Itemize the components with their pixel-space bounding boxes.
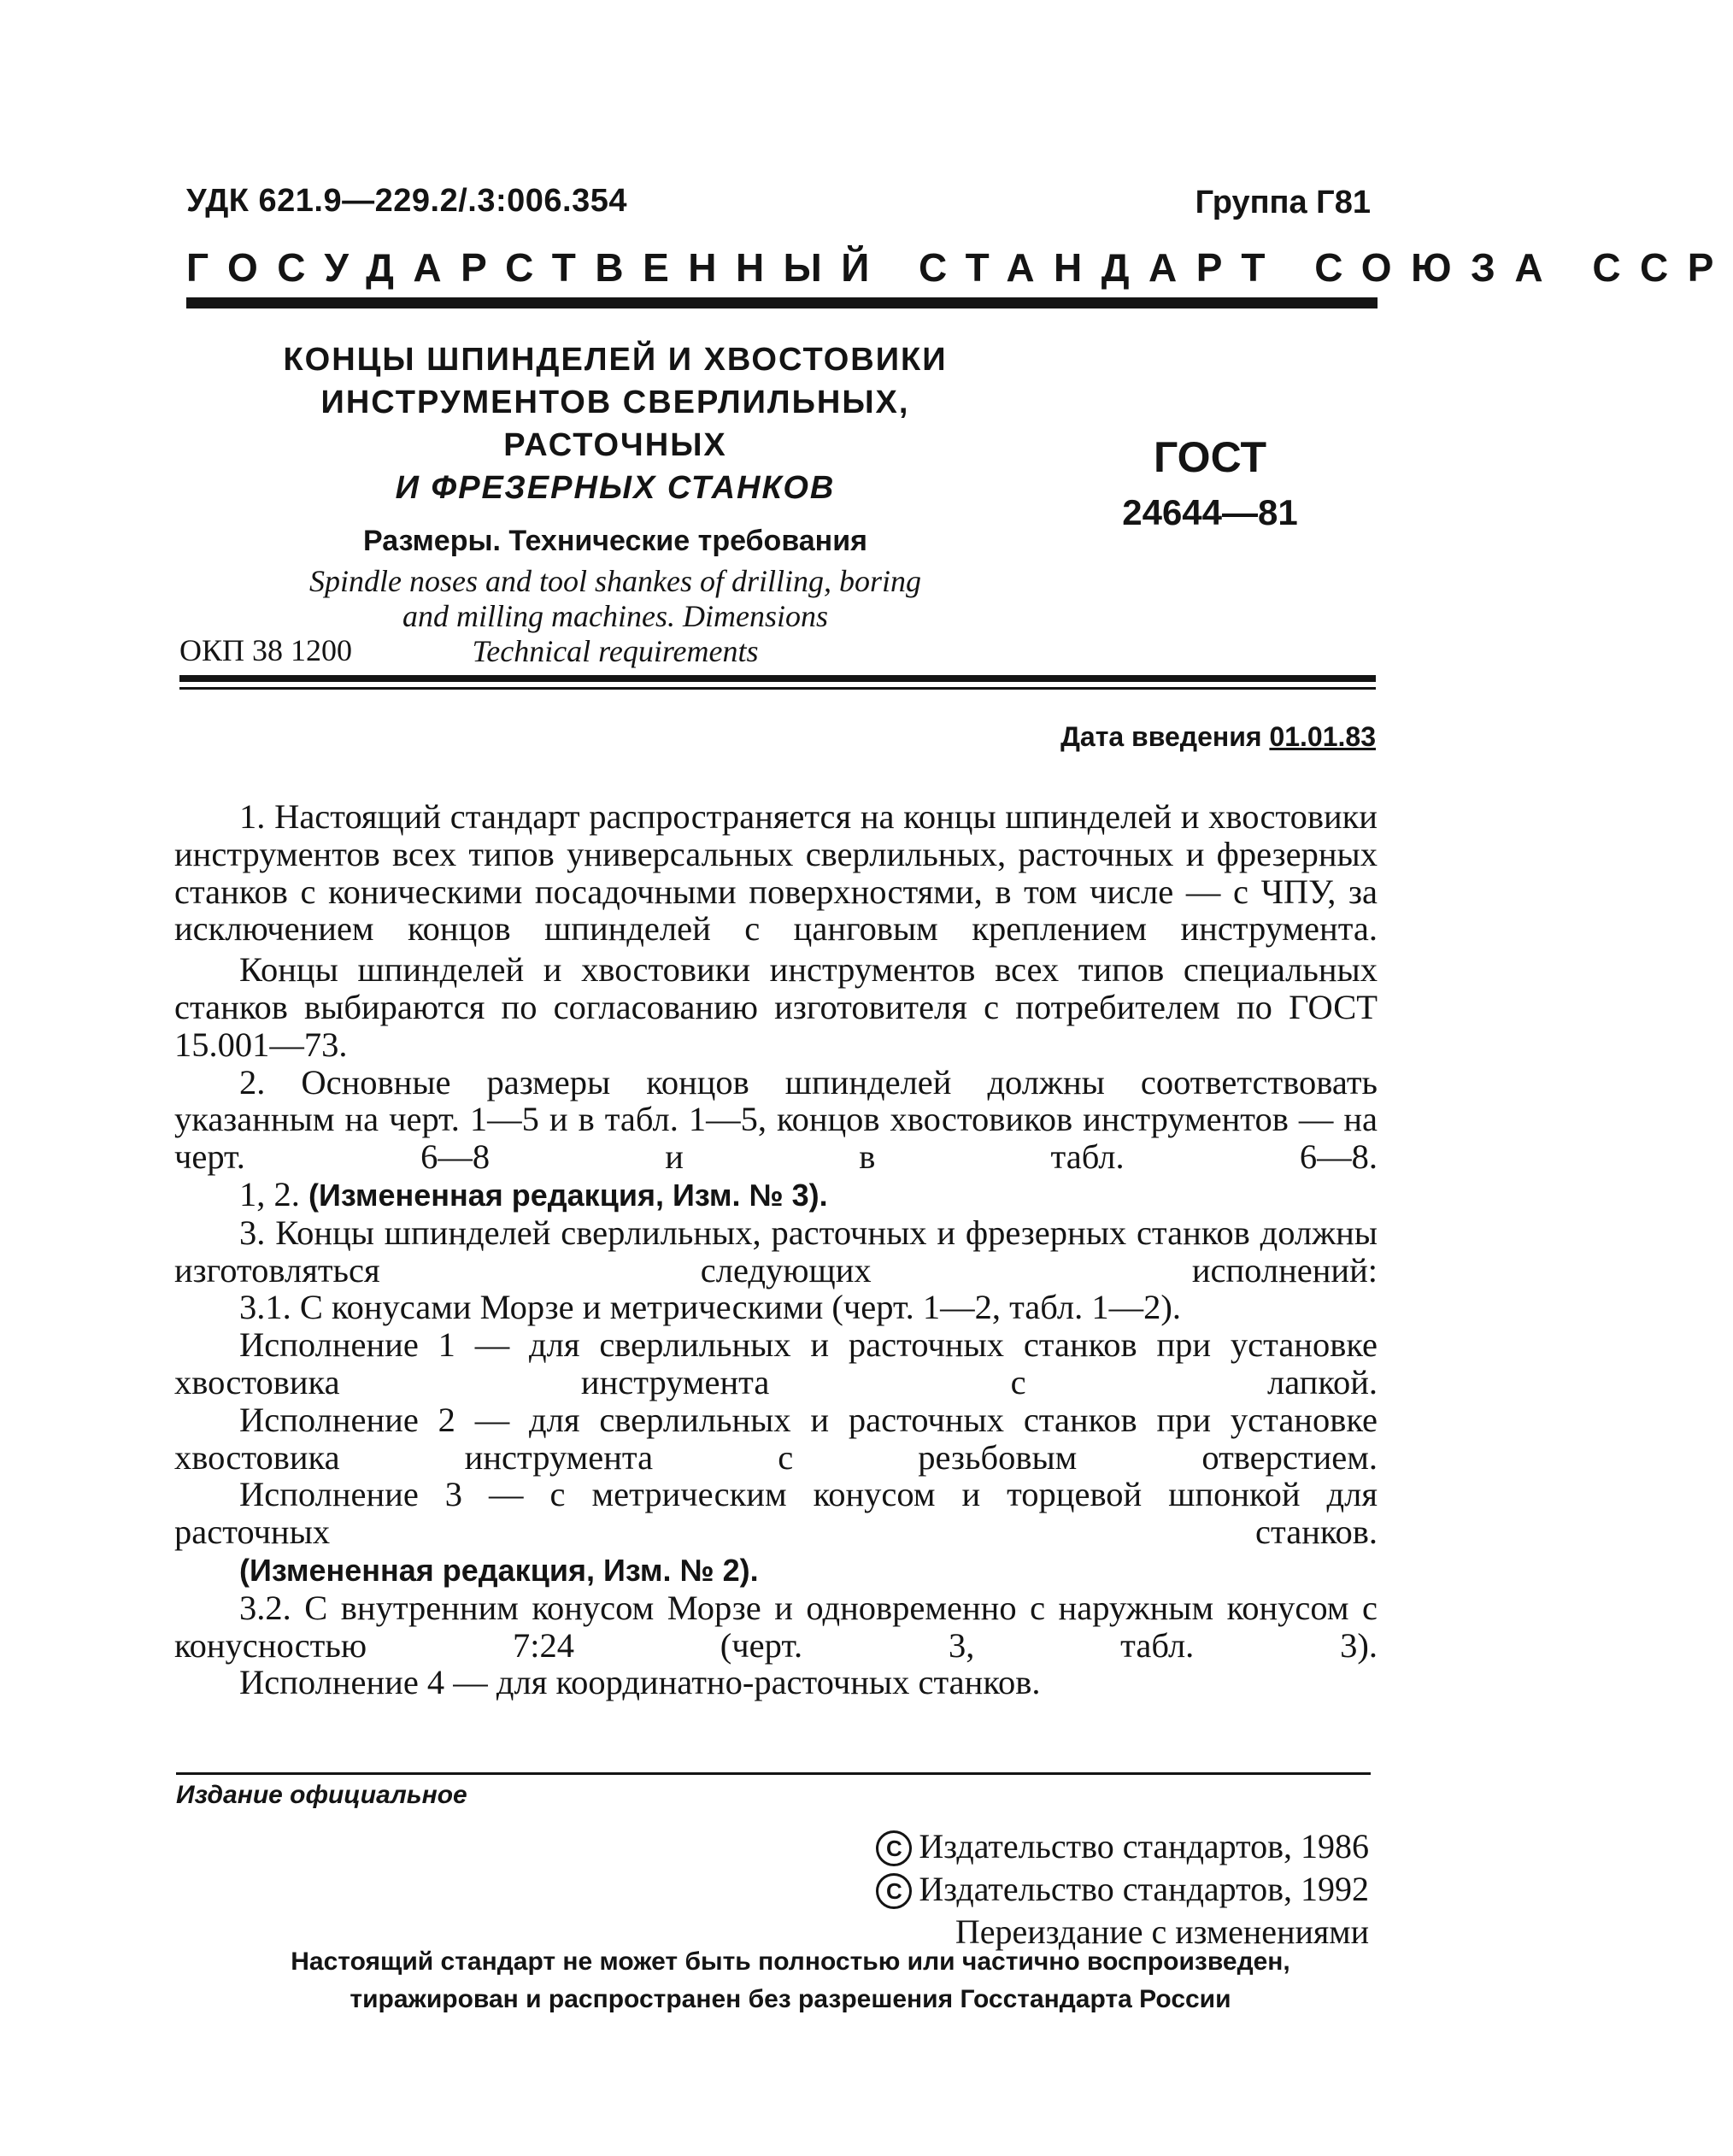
gost-label: ГОСТ — [1154, 433, 1266, 481]
group-code: Группа Г81 — [1195, 185, 1371, 220]
paragraph-2: Концы шпинделей и хвостовики инструментов всех типов специальных станков выбираются по согласованию изготовителя с потребителем по ГОСТ 15.001—73. — [174, 950, 1378, 1064]
title-block — [205, 338, 1025, 669]
copyright-icon: C — [876, 1830, 912, 1866]
notice-line-2: тиражирован и распространен без разрешения Госстандарта России — [350, 1985, 1231, 2013]
intro-date-value: 01.01.83 — [1269, 721, 1376, 752]
paragraph-11: 3.2. С внутренним конусом Морзе и одновременно с наружным конусом с конусностью 7:24 (черт. 3, табл. 3). — [174, 1588, 1378, 1665]
paragraph-9: Исполнение 3 — с метрическим конусом и торцевой шпонкой для расточных станков. — [174, 1475, 1378, 1552]
state-standard-heading: ГОСУДАРСТВЕННЫЙ СТАНДАРТ СОЮЗА ССР — [186, 245, 1733, 290]
body-text — [174, 798, 1378, 1701]
paragraph-5: 3. Концы шпинделей сверлильных, расточных и фрезерных станков должны изготовляться следующих исполнений: — [174, 1213, 1378, 1289]
copyright-line-2: C Издательство стандартов, 1992 — [876, 1868, 1369, 1911]
title-line-2: ИНСТРУМЕНТОВ СВЕРЛИЛЬНЫХ, РАСТОЧНЫХ — [320, 385, 910, 463]
header-rule — [186, 297, 1378, 308]
copyright-block — [876, 1825, 1369, 1953]
paragraph-4: 1, 2. (Измененная редакция, Изм. № 3). — [239, 1174, 828, 1213]
paragraph-7: Исполнение 1 — для сверлильных и расточных станков при установке хвостовика инструмента с лапкой. — [174, 1325, 1378, 1401]
okp-rule-thin — [179, 687, 1376, 690]
okp-code: ОКП 38 1200 — [179, 633, 353, 667]
paragraph-8: Исполнение 2 — для сверлильных и расточных станков при установке хвостовика инструмента с резьбовым отверстием. — [174, 1400, 1378, 1477]
paragraph-1: 1. Настоящий стандарт распространяется на концы шпинделей и хвостовики инструментов всех типов универсальных сверлильных, расточных и фрезерных станков с коническими посадочными поверхностями, в том числе — с ЧПУ, за исключением концов шпинделей с цанговым креплением инструмента. — [174, 797, 1378, 949]
revision-note-2: (Измененная редакция, Изм. № 2). — [239, 1552, 759, 1588]
english-title-line-2: and milling machines. Dimensions — [402, 599, 828, 633]
title-line-1: КОНЦЫ ШПИНДЕЛЕЙ И ХВОСТОВИКИ — [283, 342, 948, 378]
intro-date — [1060, 721, 1376, 753]
official-edition: Издание официальное — [176, 1781, 467, 1809]
subtitle: Размеры. Технические требования — [363, 525, 867, 557]
gost-number: 24644—81 — [1122, 492, 1298, 532]
reissue-note: Переиздание с изменениями — [955, 1912, 1369, 1951]
paragraph-6: 3.1. С конусами Морзе и метрическими (черт. 1—2, табл. 1—2). — [239, 1288, 1181, 1327]
reproduction-notice — [222, 1943, 1359, 2018]
revision-note-3: (Измененная редакция, Изм. № 3). — [308, 1177, 828, 1213]
paragraph-10 — [174, 1551, 1378, 1589]
okp-rule-thick — [179, 675, 1376, 682]
copyright-line-1: C Издательство стандартов, 1986 — [876, 1825, 1369, 1868]
paragraph-3: 2. Основные размеры концов шпинделей должны соответствовать указанным на черт. 1—5 и в табл. 1—5, концов хвостовиков инструментов — на черт. 6—8 и в табл. 6—8. — [174, 1062, 1378, 1177]
english-title-line-3: Technical requirements — [472, 634, 759, 668]
english-title-line-1: Spindle noses and tool shankes of drilling, boring — [309, 564, 921, 598]
title-line-3: И ФРЕЗЕРНЫХ СТАНКОВ — [395, 470, 836, 506]
udk-code: УДК 621.9—229.2/.3:006.354 — [186, 183, 627, 219]
paragraph-12: Исполнение 4 — для координатно-расточных станков. — [239, 1663, 1041, 1702]
intro-date-label: Дата введения — [1060, 721, 1262, 752]
notice-line-1: Настоящий стандарт не может быть полностью или частично воспроизведен, — [291, 1947, 1290, 1976]
copyright-icon: C — [876, 1873, 912, 1909]
footer-rule — [176, 1772, 1371, 1775]
